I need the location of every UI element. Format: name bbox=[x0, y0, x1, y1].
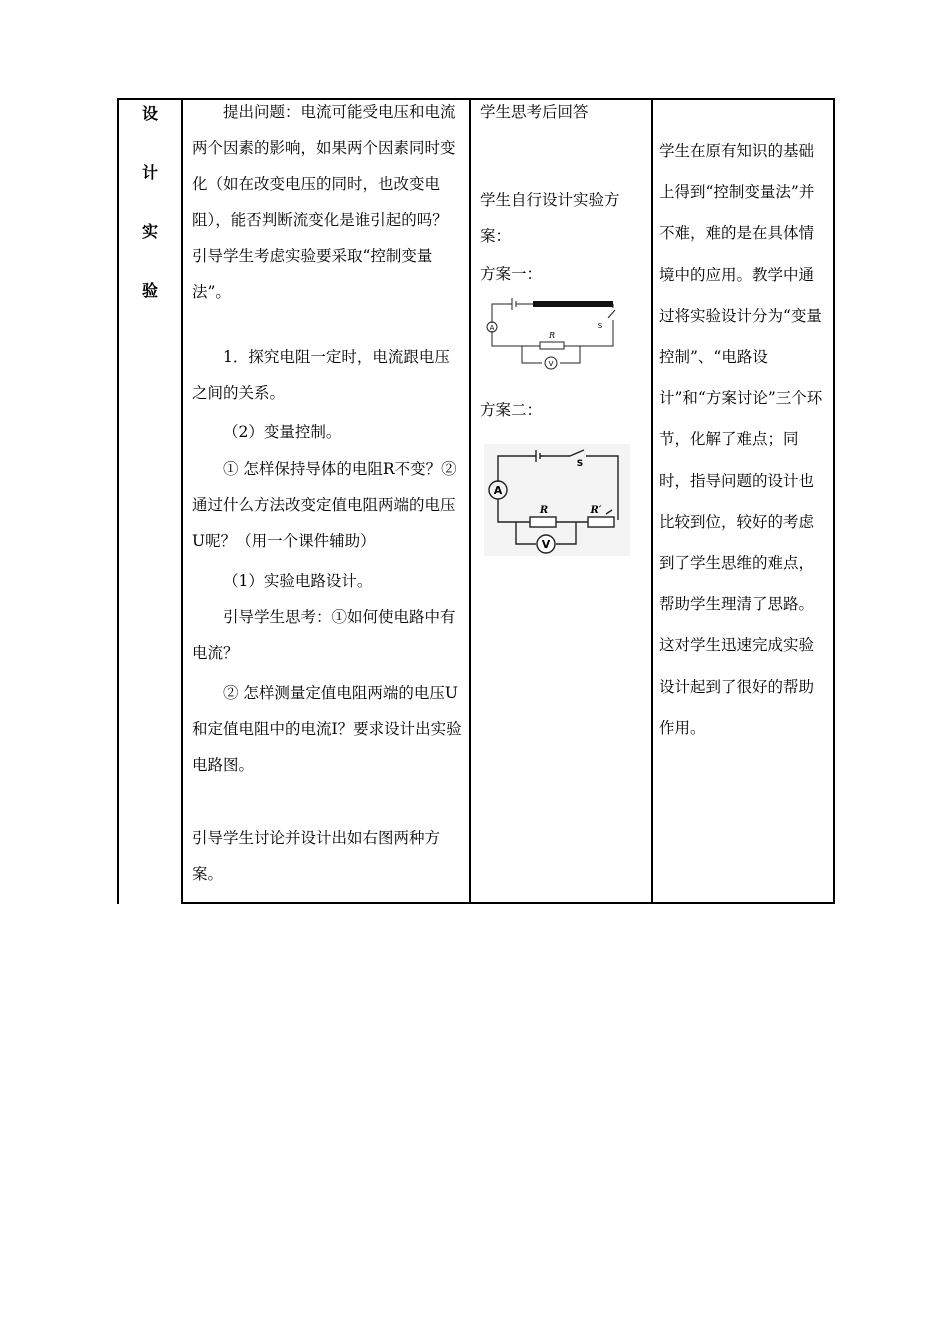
switch-label: S bbox=[576, 459, 584, 469]
section-char: 实 bbox=[141, 222, 158, 241]
teacher-para: 引导学生思考：①如何使电路中有电流？ bbox=[192, 608, 456, 662]
student-answer: 学生思考后回答 bbox=[480, 103, 589, 121]
student-design: 学生自行设计实验方案： bbox=[480, 191, 620, 245]
ammeter-label: A bbox=[489, 324, 495, 332]
section-char: 验 bbox=[141, 281, 158, 300]
resistor-label: R bbox=[539, 505, 549, 516]
voltmeter-label: V bbox=[548, 360, 554, 368]
teacher-para: （1）实验电路设计。 bbox=[223, 572, 373, 590]
plan-two-label: 方案二： bbox=[480, 401, 543, 419]
comment-text: 学生在原有知识的基础上得到“控制变量法”并不难，难的是在具体情境中的应用。教学中通过将实验设计分为“变量控制”、“电路设计”和“方案讨论”三个环节，化解了难点；同时，指导问题的设计也比较到位，较好的考虑到了学生思维的难点，帮助学生理清了思路。这对学生迅速完成实验设计起到了很好的帮助作用。 bbox=[659, 142, 823, 737]
circuit-diagram-plan-two bbox=[484, 444, 630, 556]
resistor-label: R bbox=[548, 331, 556, 340]
teacher-para: ① 怎样保持导体的电阻R不变？② 通过什么方法改变定值电阻两端的电压U呢？（用一个课件辅助） bbox=[192, 460, 457, 550]
teacher-para: ② 怎样测量定值电阻两端的电压U和定值电阻中的电流I？要求设计出实验电路图。 bbox=[192, 684, 462, 774]
teacher-para: 1．探究电阻一定时，电流跟电压之间的关系。 bbox=[192, 348, 450, 402]
teacher-para: （2）变量控制。 bbox=[223, 423, 342, 441]
section-char: 计 bbox=[141, 163, 158, 182]
teacher-para: 提出问题：电流可能受电压和电流两个因素的影响，如果两个因素同时变化（如在改变电压的同时，也改变电阻），能否判断流变化是谁引起的吗？引导学生考虑实验要采取“控制变量法”。 bbox=[192, 103, 456, 301]
rheostat-label: R′ bbox=[590, 505, 602, 516]
section-char: 设 bbox=[141, 104, 158, 123]
switch-label: S bbox=[597, 322, 603, 330]
ammeter-label: A bbox=[493, 484, 503, 497]
circuit-diagram-plan-one bbox=[480, 288, 630, 374]
voltmeter-label: V bbox=[541, 538, 551, 551]
teacher-para: 引导学生讨论并设计出如右图两种方案。 bbox=[192, 829, 441, 883]
plan-one-label: 方案一： bbox=[480, 265, 543, 283]
section-label bbox=[133, 100, 167, 336]
